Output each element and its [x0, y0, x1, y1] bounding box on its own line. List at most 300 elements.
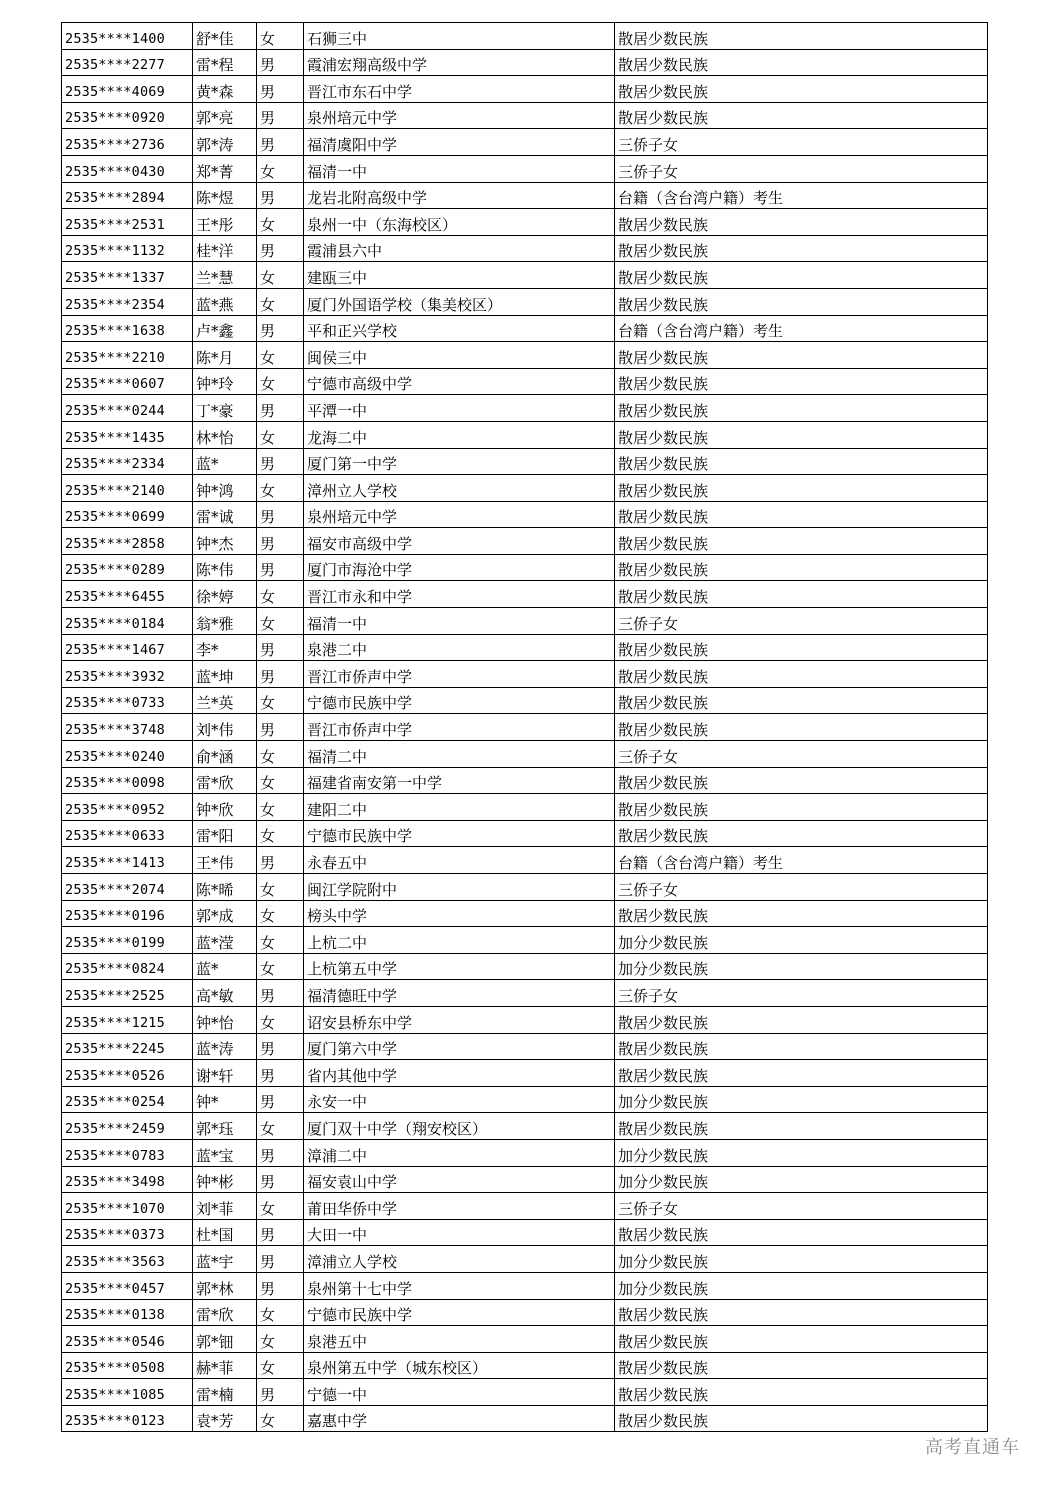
gender-cell [257, 49, 304, 76]
cell-text: 厦门外国语学校（集美校区） [307, 295, 503, 314]
cell-text: 石狮三中 [307, 29, 368, 48]
candidate-name-cell [193, 315, 257, 342]
school-cell [304, 581, 615, 608]
cell-text: 上杭二中 [307, 933, 368, 952]
cell-text: 散居少数民族 [618, 268, 709, 287]
cell-text: 2535****1413 [65, 855, 165, 871]
category-cell [615, 741, 988, 768]
cell-text: 建瓯三中 [307, 268, 368, 287]
table-row [62, 1139, 988, 1166]
table-row [62, 1166, 988, 1193]
category-cell [615, 1272, 988, 1299]
candidate-name-cell [193, 288, 257, 315]
candidate-name-cell [193, 1113, 257, 1140]
category-cell [615, 927, 988, 954]
candidate-name-cell [193, 76, 257, 103]
school-cell [304, 714, 615, 741]
candidate-id-cell [62, 1086, 193, 1113]
cell-text: 永春五中 [307, 854, 368, 872]
table-row [62, 1060, 988, 1087]
cell-text: 女 [260, 1412, 276, 1431]
category-cell [615, 661, 988, 688]
candidate-name-cell [193, 980, 257, 1007]
school-cell [304, 368, 615, 395]
cell-text: 男 [260, 667, 276, 686]
cell-text: 福清德旺中学 [307, 986, 398, 1005]
cell-text: 男 [260, 1173, 276, 1192]
cell-text: 兰*慧 [196, 268, 234, 287]
cell-text: 散居少数民族 [618, 1066, 709, 1085]
cell-text: 郭*涛 [196, 135, 234, 154]
category-cell [615, 262, 988, 289]
cell-text: 俞*涵 [196, 747, 234, 766]
cell-text: 晋江市侨声中学 [307, 721, 413, 740]
candidate-name-cell [193, 395, 257, 422]
cell-text: 郭*珏 [196, 1119, 234, 1138]
cell-text: 散居少数民族 [618, 694, 709, 713]
candidate-id-cell [62, 501, 193, 528]
cell-text: 加分少数民族 [618, 960, 709, 979]
cell-text: 散居少数民族 [618, 1359, 709, 1378]
cell-text: 女 [260, 907, 276, 926]
cell-text: 三侨子女 [618, 880, 679, 899]
candidate-name-cell [193, 182, 257, 209]
cell-text: 福清一中 [307, 162, 368, 181]
cell-text: 2535****0244 [65, 402, 165, 419]
school-cell [304, 687, 615, 714]
candidate-id-cell [62, 1352, 193, 1379]
cell-text: 蓝*宇 [196, 1252, 234, 1271]
school-cell [304, 528, 615, 555]
school-cell [304, 1139, 615, 1166]
cell-text: 漳州立人学校 [307, 481, 398, 500]
candidate-id-cell [62, 1246, 193, 1273]
table-row [62, 1272, 988, 1299]
candidate-name-cell [193, 1219, 257, 1246]
candidate-id-cell [62, 1405, 193, 1432]
category-cell [615, 528, 988, 555]
cell-text: 男 [260, 854, 276, 872]
gender-cell [257, 155, 304, 182]
candidate-id-cell [62, 927, 193, 954]
table-row [62, 634, 988, 661]
category-cell [615, 980, 988, 1007]
cell-text: 2535****6455 [65, 589, 165, 606]
gender-cell [257, 448, 304, 475]
cell-text: 2535****0123 [65, 1413, 165, 1430]
candidate-name-cell [193, 1299, 257, 1326]
cell-text: 郑*菁 [196, 162, 234, 181]
cell-text: 女 [260, 162, 276, 181]
school-cell [304, 421, 615, 448]
cell-text: 散居少数民族 [618, 1306, 709, 1325]
cell-text: 男 [260, 1226, 276, 1245]
table-row [62, 1379, 988, 1406]
cell-text: 散居少数民族 [618, 375, 709, 394]
cell-text: 泉州一中（东海校区） [307, 215, 458, 234]
table-row [62, 687, 988, 714]
candidate-name-cell [193, 1352, 257, 1379]
candidate-id-cell [62, 1113, 193, 1140]
candidate-id-cell [62, 794, 193, 821]
cell-text: 男 [260, 1146, 276, 1165]
cell-text: 散居少数民族 [618, 29, 709, 48]
cell-text: 泉港二中 [307, 641, 368, 660]
cell-text: 谢*轩 [196, 1066, 234, 1085]
table-row [62, 129, 988, 156]
cell-text: 厦门双十中学（翔安校区） [307, 1119, 488, 1138]
candidate-id-cell [62, 76, 193, 103]
cell-text: 台籍（含台湾户籍）考生 [618, 854, 784, 872]
school-cell [304, 395, 615, 422]
candidate-name-cell [193, 1405, 257, 1432]
candidate-name-cell [193, 661, 257, 688]
cell-text: 2535****3498 [65, 1174, 165, 1191]
cell-text: 晋江市侨声中学 [307, 667, 413, 686]
cell-text: 2535****2074 [65, 881, 165, 898]
cell-text: 嘉惠中学 [307, 1412, 368, 1431]
school-cell [304, 1299, 615, 1326]
cell-text: 泉州培元中学 [307, 508, 398, 527]
table-row [62, 288, 988, 315]
cell-text: 散居少数民族 [618, 561, 709, 580]
candidate-name-cell [193, 342, 257, 369]
school-cell [304, 1193, 615, 1220]
candidate-name-cell [193, 262, 257, 289]
cell-text: 平和正兴学校 [307, 322, 398, 341]
cell-text: 女 [260, 588, 276, 607]
category-cell [615, 608, 988, 635]
cell-text: 散居少数民族 [618, 534, 709, 553]
cell-text: 男 [260, 534, 276, 553]
cell-text: 郭*成 [196, 907, 234, 926]
category-cell [615, 209, 988, 236]
cell-text: 散居少数民族 [618, 56, 709, 75]
candidate-name-cell [193, 581, 257, 608]
cell-text: 2535****0607 [65, 376, 165, 393]
category-cell [615, 155, 988, 182]
school-cell [304, 741, 615, 768]
cell-text: 女 [260, 481, 276, 500]
category-cell [615, 342, 988, 369]
school-cell [304, 1405, 615, 1432]
category-cell [615, 501, 988, 528]
school-cell [304, 235, 615, 262]
cell-text: 厦门第一中学 [307, 455, 398, 474]
table-row [62, 661, 988, 688]
cell-text: 永安一中 [307, 1093, 368, 1112]
cell-text: 三侨子女 [618, 747, 679, 766]
candidate-id-cell [62, 1299, 193, 1326]
category-cell [615, 554, 988, 581]
cell-text: 女 [260, 1306, 276, 1325]
school-cell [304, 608, 615, 635]
cell-text: 漳浦立人学校 [307, 1252, 398, 1271]
gender-cell [257, 927, 304, 954]
cell-text: 2535****0184 [65, 615, 165, 632]
cell-text: 男 [260, 189, 276, 208]
gender-cell [257, 634, 304, 661]
candidate-name-cell [193, 209, 257, 236]
cell-text: 陈*伟 [196, 561, 234, 580]
cell-text: 袁*芳 [196, 1412, 234, 1431]
candidate-id-cell [62, 820, 193, 847]
candidate-id-cell [62, 235, 193, 262]
candidate-name-cell [193, 368, 257, 395]
cell-text: 泉州培元中学 [307, 109, 398, 128]
table-row [62, 368, 988, 395]
cell-text: 2535****2210 [65, 349, 165, 366]
cell-text: 2535****4069 [65, 83, 165, 100]
category-cell [615, 900, 988, 927]
category-cell [615, 1086, 988, 1113]
category-cell [615, 953, 988, 980]
candidate-name-cell [193, 634, 257, 661]
cell-text: 散居少数民族 [618, 428, 709, 447]
cell-text: 女 [260, 1119, 276, 1138]
school-cell [304, 1326, 615, 1353]
candidate-id-cell [62, 448, 193, 475]
category-cell [615, 820, 988, 847]
table-row [62, 1405, 988, 1432]
cell-text: 省内其他中学 [307, 1066, 398, 1085]
candidate-id-cell [62, 1166, 193, 1193]
cell-text: 加分少数民族 [618, 933, 709, 952]
cell-text: 女 [260, 827, 276, 846]
school-cell [304, 129, 615, 156]
candidate-id-cell [62, 874, 193, 901]
school-cell [304, 1352, 615, 1379]
cell-text: 刘*菲 [196, 1199, 234, 1218]
school-cell [304, 794, 615, 821]
candidate-id-cell [62, 714, 193, 741]
table-row [62, 608, 988, 635]
cell-text: 女 [260, 960, 276, 979]
cell-text: 宁德市民族中学 [307, 694, 413, 713]
category-cell [615, 1166, 988, 1193]
cell-text: 2535****0633 [65, 828, 165, 845]
category-cell [615, 1113, 988, 1140]
school-cell [304, 900, 615, 927]
gender-cell [257, 342, 304, 369]
cell-text: 女 [260, 880, 276, 899]
category-cell [615, 49, 988, 76]
table-row [62, 395, 988, 422]
table-row [62, 209, 988, 236]
cell-text: 三侨子女 [618, 135, 679, 154]
gender-cell [257, 874, 304, 901]
cell-text: 女 [260, 268, 276, 287]
category-cell [615, 634, 988, 661]
candidate-name-cell [193, 608, 257, 635]
candidate-id-cell [62, 741, 193, 768]
cell-text: 2535****0526 [65, 1067, 165, 1084]
category-cell [615, 235, 988, 262]
cell-text: 蓝*宝 [196, 1146, 234, 1165]
candidate-id-cell [62, 528, 193, 555]
cell-text: 宁德市民族中学 [307, 1306, 413, 1325]
cell-text: 散居少数民族 [618, 348, 709, 367]
table-row [62, 900, 988, 927]
cell-text: 2535****3932 [65, 668, 165, 685]
candidate-name-cell [193, 23, 257, 50]
school-cell [304, 155, 615, 182]
school-cell [304, 767, 615, 794]
cell-text: 女 [260, 375, 276, 394]
candidate-name-cell [193, 1379, 257, 1406]
cell-text: 2535****1638 [65, 323, 165, 340]
gender-cell [257, 76, 304, 103]
candidate-id-cell [62, 1379, 193, 1406]
candidate-name-cell [193, 874, 257, 901]
candidate-name-cell [193, 155, 257, 182]
cell-text: 三侨子女 [618, 614, 679, 633]
candidate-name-cell [193, 235, 257, 262]
cell-text: 陈*煜 [196, 189, 234, 208]
cell-text: 翁*雅 [196, 614, 234, 633]
table-row [62, 1299, 988, 1326]
category-cell [615, 1405, 988, 1432]
gender-cell [257, 1193, 304, 1220]
gender-cell [257, 421, 304, 448]
candidate-table-body [62, 23, 988, 1432]
candidate-id-cell [62, 900, 193, 927]
cell-text: 雷*欣 [196, 1306, 234, 1325]
cell-text: 赫*菲 [196, 1359, 234, 1378]
school-cell [304, 1033, 615, 1060]
candidate-name-cell [193, 421, 257, 448]
cell-text: 陈*晞 [196, 880, 234, 899]
table-row [62, 1352, 988, 1379]
cell-text: 桂*洋 [196, 242, 234, 261]
table-row [62, 980, 988, 1007]
candidate-name-cell [193, 1272, 257, 1299]
gender-cell [257, 1219, 304, 1246]
cell-text: 徐*婷 [196, 588, 234, 607]
school-cell [304, 315, 615, 342]
gender-cell [257, 1166, 304, 1193]
candidate-id-cell [62, 1193, 193, 1220]
school-cell [304, 288, 615, 315]
cell-text: 雷*程 [196, 56, 234, 75]
gender-cell [257, 368, 304, 395]
cell-text: 散居少数民族 [618, 109, 709, 128]
candidate-id-cell [62, 1060, 193, 1087]
cell-text: 2535****0952 [65, 801, 165, 818]
category-cell [615, 714, 988, 741]
gender-cell [257, 1060, 304, 1087]
cell-text: 2535****2525 [65, 987, 165, 1004]
gender-cell [257, 741, 304, 768]
gender-cell [257, 1006, 304, 1033]
cell-text: 散居少数民族 [618, 774, 709, 793]
cell-text: 男 [260, 401, 276, 420]
cell-text: 散居少数民族 [618, 641, 709, 660]
cell-text: 加分少数民族 [618, 1279, 709, 1298]
cell-text: 女 [260, 295, 276, 314]
category-cell [615, 288, 988, 315]
cell-text: 2535****0430 [65, 163, 165, 180]
cell-text: 泉州第十七中学 [307, 1279, 413, 1298]
category-cell [615, 1060, 988, 1087]
gender-cell [257, 209, 304, 236]
candidate-name-cell [193, 1139, 257, 1166]
cell-text: 加分少数民族 [618, 1173, 709, 1192]
cell-text: 陈*月 [196, 348, 234, 367]
cell-text: 散居少数民族 [618, 215, 709, 234]
cell-text: 郭*钿 [196, 1332, 234, 1351]
gender-cell [257, 182, 304, 209]
category-cell [615, 794, 988, 821]
cell-text: 宁德市民族中学 [307, 827, 413, 846]
candidate-name-cell [193, 794, 257, 821]
candidate-name-cell [193, 1193, 257, 1220]
gender-cell [257, 1086, 304, 1113]
cell-text: 2535****2459 [65, 1120, 165, 1137]
school-cell [304, 1379, 615, 1406]
cell-text: 台籍（含台湾户籍）考生 [618, 189, 784, 208]
candidate-id-cell [62, 262, 193, 289]
cell-text: 散居少数民族 [618, 295, 709, 314]
gender-cell [257, 262, 304, 289]
candidate-name-cell [193, 102, 257, 129]
cell-text: 散居少数民族 [618, 1040, 709, 1059]
table-row [62, 1113, 988, 1140]
table-row [62, 528, 988, 555]
cell-text: 2535****0196 [65, 908, 165, 925]
candidate-id-cell [62, 49, 193, 76]
category-cell [615, 23, 988, 50]
cell-text: 女 [260, 1359, 276, 1378]
cell-text: 男 [260, 1040, 276, 1059]
candidate-name-cell [193, 687, 257, 714]
gender-cell [257, 1246, 304, 1273]
cell-text: 散居少数民族 [618, 82, 709, 101]
cell-text: 晋江市东石中学 [307, 82, 413, 101]
table-row [62, 741, 988, 768]
school-cell [304, 448, 615, 475]
table-row [62, 1086, 988, 1113]
table-row [62, 794, 988, 821]
cell-text: 兰*英 [196, 694, 234, 713]
candidate-id-cell [62, 847, 193, 874]
cell-text: 宁德一中 [307, 1385, 368, 1404]
cell-text: 上杭第五中学 [307, 960, 398, 979]
cell-text: 福安袁山中学 [307, 1173, 398, 1192]
cell-text: 加分少数民族 [618, 1252, 709, 1271]
gender-cell [257, 1113, 304, 1140]
table-row [62, 1219, 988, 1246]
cell-text: 蓝*涛 [196, 1040, 234, 1059]
cell-text: 黄*森 [196, 82, 234, 101]
school-cell [304, 874, 615, 901]
cell-text: 男 [260, 135, 276, 154]
candidate-id-cell [62, 767, 193, 794]
table-row [62, 581, 988, 608]
cell-text: 福安市高级中学 [307, 534, 413, 553]
cell-text: 榜头中学 [307, 907, 368, 926]
cell-text: 2535****0783 [65, 1147, 165, 1164]
table-row [62, 448, 988, 475]
candidate-id-cell [62, 953, 193, 980]
candidate-name-cell [193, 528, 257, 555]
cell-text: 散居少数民族 [618, 721, 709, 740]
cell-text: 龙海二中 [307, 428, 368, 447]
candidate-name-cell [193, 741, 257, 768]
cell-text: 散居少数民族 [618, 1119, 709, 1138]
cell-text: 福清虞阳中学 [307, 135, 398, 154]
gender-cell [257, 953, 304, 980]
